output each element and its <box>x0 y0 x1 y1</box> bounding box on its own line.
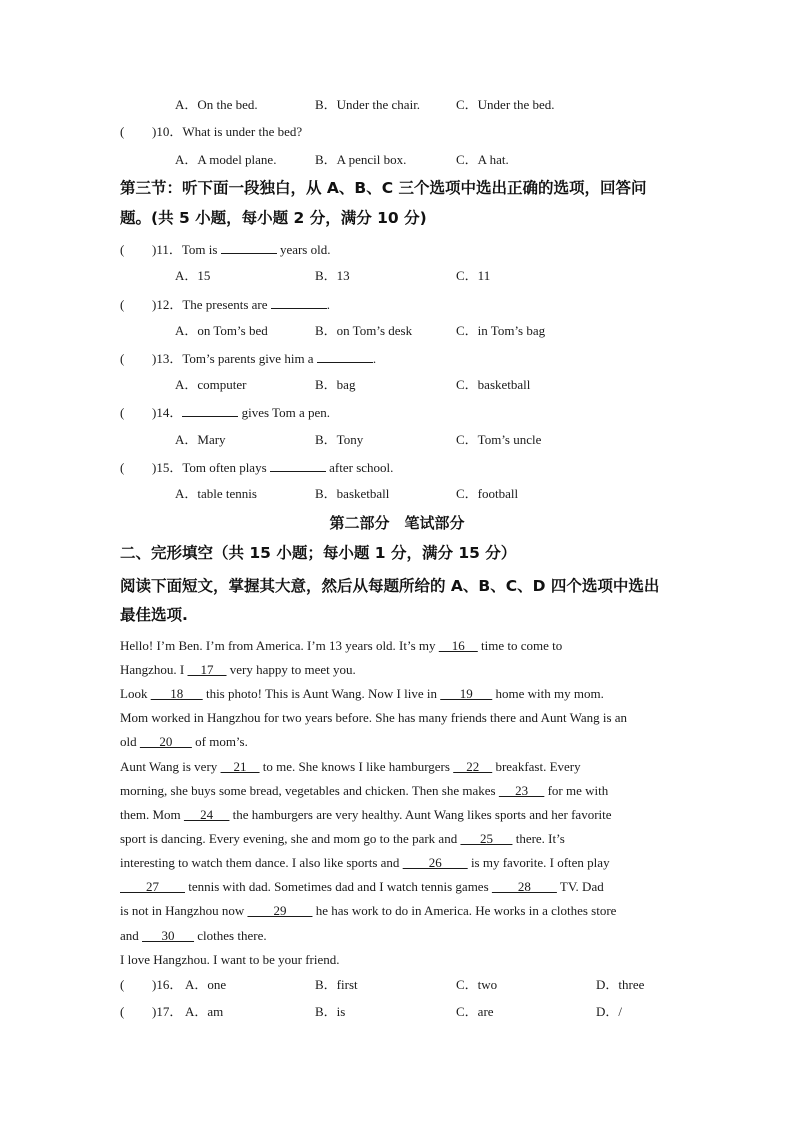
blank-26: 26 <box>402 855 468 870</box>
passage-text: he has work to do in America. He works in a clothes store <box>312 903 617 918</box>
passage-text: TV. Dad <box>556 879 604 894</box>
q17-option-a: A．am <box>185 1004 224 1019</box>
blank-28: 28 <box>491 879 557 894</box>
passage-line <box>120 903 676 919</box>
passage-text: Look <box>120 686 151 701</box>
q17-option-c: C．are <box>456 1004 494 1019</box>
passage-text: is not in Hangzhou now <box>120 903 248 918</box>
q11-text-post: years old. <box>279 242 331 257</box>
passage-line <box>120 783 676 799</box>
q14-option-a: A．Mary <box>175 432 226 447</box>
q16-number: )16． <box>152 977 183 992</box>
passage-text: Mom worked in Hangzhou for two years before. She has many friends there and Aunt Wang is an <box>120 710 628 725</box>
passage-text: the hamburgers are very healthy. Aunt Wang likes sports and her favorite <box>229 807 612 822</box>
cloze-instruction-line2: 最佳选项. <box>120 606 188 624</box>
q15-option-c: C．football <box>456 486 519 501</box>
passage-line <box>120 638 676 654</box>
q12-number: )12． <box>152 297 183 312</box>
answer-paren[interactable]: ( <box>120 297 125 312</box>
q14-text-post: gives Tom a pen. <box>241 405 330 420</box>
passage-text: clothes there. <box>194 928 267 943</box>
q14-option-c: C．Tom’s uncle <box>456 432 542 447</box>
passage-text: morning, she buys some bread, vegetables and chicken. Then she makes <box>120 783 499 798</box>
passage-line <box>120 734 676 750</box>
passage-line <box>120 928 676 944</box>
passage-text: interesting to watch them dance. I also like sports and <box>120 855 403 870</box>
part2-title: 第二部分 笔试部分 <box>329 514 465 532</box>
passage-text: home with my mom. <box>492 686 604 701</box>
q15-number: )15． <box>152 460 183 475</box>
passage-text: for me with <box>544 783 609 798</box>
q12-option-b: B．on Tom’s desk <box>315 323 413 338</box>
passage-text: and <box>120 928 143 943</box>
blank-17: 17 <box>187 662 227 677</box>
q11-number: )11． <box>152 242 182 257</box>
blank-21: 21 <box>220 759 260 774</box>
passage-line <box>120 710 676 726</box>
blank-27: 27 <box>120 879 185 894</box>
q13-text-post: . <box>372 351 377 366</box>
passage-text: to me. She knows I like hamburgers <box>259 759 454 774</box>
q13-option-a: A．computer <box>175 377 247 392</box>
blank-18: 18 <box>150 686 203 701</box>
q9-option-b: B．Under the chair. <box>315 97 421 112</box>
q17-option-b: B．is <box>315 1004 346 1019</box>
q13-question <box>120 350 376 366</box>
blank-25: 25 <box>460 831 513 846</box>
q11-question <box>120 241 330 257</box>
passage-text: there. It’s <box>512 831 565 846</box>
blank-19: 19 <box>440 686 493 701</box>
cloze-heading: 二、完形填空（共 15 小题；每小题 1 分，满分 15 分） <box>120 544 517 562</box>
passage-line <box>120 807 676 823</box>
q13-option-b: B．bag <box>315 377 356 392</box>
passage-line <box>120 879 676 895</box>
answer-paren[interactable]: ( <box>120 460 125 475</box>
q15-text-pre: Tom often plays <box>182 460 267 475</box>
q12-option-c: C．in Tom’s bag <box>456 323 546 338</box>
q10-option-b: B．A pencil box. <box>315 152 407 167</box>
q13-text-pre: Tom’s parents give him a <box>182 351 314 366</box>
q11-option-c: C．11 <box>456 268 491 283</box>
passage-line <box>120 831 676 847</box>
passage-text: old <box>120 734 140 749</box>
q11-option-b: B．13 <box>315 268 350 283</box>
passage-line <box>120 662 676 678</box>
passage-text: Hello! I’m Ben. I’m from America. I’m 13 years old. It’s my <box>120 638 439 653</box>
answer-paren[interactable]: ( <box>120 1004 125 1019</box>
answer-paren[interactable]: ( <box>120 124 125 139</box>
q13-option-c: C．basketball <box>456 377 531 392</box>
q16-option-c: C．two <box>456 977 498 992</box>
q15-text-post: after school. <box>329 460 394 475</box>
q15-option-b: B．basketball <box>315 486 390 501</box>
q10-text: What is under the bed? <box>182 124 303 139</box>
q15-blank <box>270 459 326 472</box>
passage-text: Aunt Wang is very <box>120 759 221 774</box>
q9-option-a: A．On the bed. <box>175 97 258 112</box>
q13-number: )13． <box>152 351 183 366</box>
q16-row <box>120 977 182 993</box>
blank-30: 30 <box>142 928 195 943</box>
q10-number: )10． <box>152 124 183 139</box>
q15-question <box>120 459 393 475</box>
passage-text: time to come to <box>477 638 563 653</box>
passage-line <box>120 686 676 702</box>
q16-option-a: A．one <box>185 977 227 992</box>
passage-line <box>120 952 676 968</box>
answer-paren[interactable]: ( <box>120 242 125 257</box>
passage-text: I love Hangzhou. I want to be your friend. <box>120 952 340 967</box>
q14-blank <box>182 404 238 417</box>
section3-heading-line2: 题。(共 5 小题，每小题 2 分，满分 10 分) <box>120 209 427 227</box>
q17-row <box>120 1004 182 1020</box>
answer-paren[interactable]: ( <box>120 977 125 992</box>
q10-option-c: C．A hat. <box>456 152 509 167</box>
blank-23: 23 <box>498 783 545 798</box>
passage-text: breakfast. Every <box>492 759 581 774</box>
blank-22: 22 <box>453 759 493 774</box>
passage-text: is my favorite. I often play <box>467 855 610 870</box>
section3-heading-line1: 第三节：听下面一段独白，从 A、B、C 三个选项中选出正确的选项，回答问 <box>120 179 647 197</box>
q16-option-b: B．first <box>315 977 358 992</box>
q11-text-pre: Tom is <box>181 242 218 257</box>
blank-16: 16 <box>438 638 478 653</box>
q11-option-a: A．15 <box>175 268 211 283</box>
q12-text-pre: The presents are <box>182 297 268 312</box>
q14-question <box>120 404 330 420</box>
passage-line <box>120 855 676 871</box>
q15-option-a: A．table tennis <box>175 486 257 501</box>
blank-20: 20 <box>139 734 192 749</box>
passage-text: sport is dancing. Every evening, she and mom go to the park and <box>120 831 461 846</box>
passage-text: tennis with dad. Sometimes dad and I watch tennis games <box>185 879 492 894</box>
q12-question <box>120 296 330 312</box>
q14-option-b: B．Tony <box>315 432 364 447</box>
passage-line <box>120 759 676 775</box>
q9-option-c: C．Under the bed. <box>456 97 555 112</box>
q16-option-d: D．three <box>596 977 645 992</box>
q11-blank <box>221 241 277 254</box>
q14-number: )14． <box>152 405 183 420</box>
passage-text: Hangzhou. I <box>120 662 188 677</box>
q13-blank <box>317 350 373 363</box>
q10-option-a: A．A model plane. <box>175 152 277 167</box>
q17-number: )17． <box>152 1004 183 1019</box>
answer-paren[interactable]: ( <box>120 405 125 420</box>
cloze-instruction-line1: 阅读下面短文，掌握其大意，然后从每题所给的 A、B、C、D 四个选项中选出 <box>120 577 660 595</box>
blank-24: 24 <box>183 807 230 822</box>
passage-text: very happy to meet you. <box>226 662 356 677</box>
q12-blank <box>271 296 327 309</box>
q12-option-a: A．on Tom’s bed <box>175 323 268 338</box>
passage-text: of mom’s. <box>191 734 248 749</box>
q12-text-post: . <box>326 297 331 312</box>
answer-paren[interactable]: ( <box>120 351 125 366</box>
q10-question <box>120 124 302 140</box>
passage-text: this photo! This is Aunt Wang. Now I live in <box>202 686 441 701</box>
blank-29: 29 <box>247 903 313 918</box>
q17-option-d: D．/ <box>596 1004 623 1019</box>
passage-text: them. Mom <box>120 807 184 822</box>
